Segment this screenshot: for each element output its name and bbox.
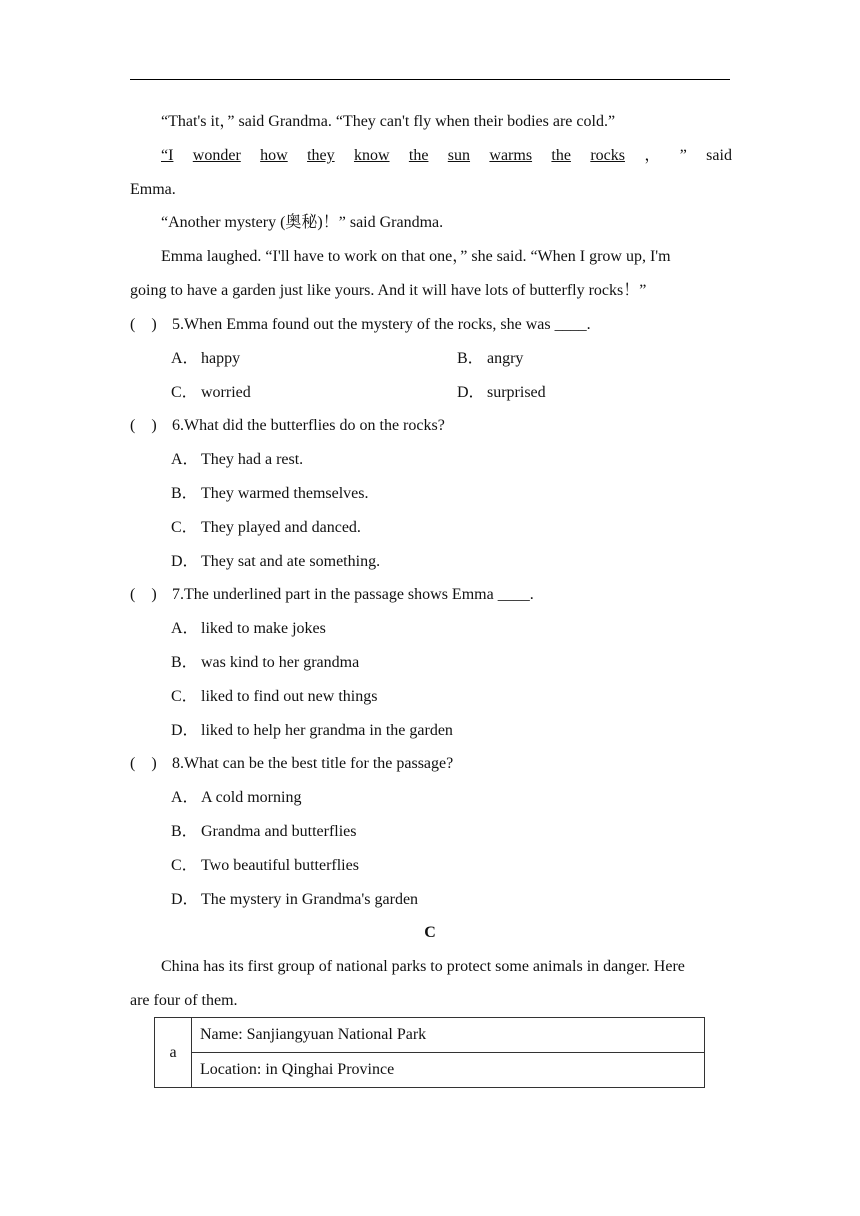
option-7d[interactable] (171, 721, 453, 741)
option-6d[interactable] (171, 552, 380, 572)
word-said: said (706, 147, 732, 164)
option-key: D． (457, 384, 485, 401)
option-key: A． (171, 789, 199, 806)
option-text: happy (201, 350, 241, 367)
underlined-word: know (353, 147, 390, 164)
punctuation-comma: ， (644, 147, 661, 164)
option-7c[interactable] (171, 687, 377, 707)
question-text: 7.The underlined part in the passage shows Emma ____. (172, 586, 534, 603)
option-text: They sat and ate something. (201, 553, 381, 570)
answer-paren[interactable]: ( ) (130, 586, 157, 603)
option-text: angry (487, 350, 524, 367)
answer-paren[interactable]: ( ) (130, 316, 157, 333)
question-5 (130, 315, 591, 335)
option-text: surprised (487, 384, 546, 401)
park-location: Location: in Qinghai Province (192, 1053, 705, 1088)
option-6c[interactable] (171, 518, 361, 538)
question-7 (130, 585, 534, 605)
passage-paragraph-4-line-2: going to have a garden just like yours. And it will have lots of butterfly rocks！” (130, 282, 647, 299)
row-letter: a (155, 1018, 192, 1088)
intro-text: China has its first group of national parks to protect some animals in danger. Here (161, 958, 685, 975)
question-6 (130, 416, 445, 436)
option-text: They had a rest. (201, 451, 304, 468)
option-key: B． (171, 485, 198, 502)
option-text: A cold morning (201, 789, 302, 806)
paragraph-text: Emma laughed. “I'll have to work on that one，” she said. “When I grow up, I'm (161, 248, 671, 265)
question-8 (130, 754, 453, 774)
header-rule (130, 79, 730, 80)
passage-paragraph-4-line-1 (161, 247, 732, 267)
section-c-intro-line-2: are four of them. (130, 992, 238, 1009)
option-8b[interactable] (171, 822, 357, 842)
option-text: Grandma and butterflies (201, 823, 357, 840)
option-text: liked to find out new things (201, 688, 378, 705)
option-7b[interactable] (171, 653, 359, 673)
underlined-word: rocks (590, 147, 625, 164)
section-c-intro-line-1 (161, 957, 732, 977)
underlined-word: the (408, 147, 429, 164)
passage-paragraph-3: “Another mystery (奥秘)！” said Grandma. (161, 214, 444, 231)
answer-paren[interactable]: ( ) (130, 417, 157, 434)
underlined-word: wonder (192, 147, 241, 164)
underlined-word: “I (161, 147, 174, 164)
passage-paragraph-1: “That's it，” said Grandma. “They can't fly when their bodies are cold.” (161, 113, 616, 130)
option-text: They warmed themselves. (201, 485, 369, 502)
option-key: A． (171, 451, 199, 468)
question-text: 6.What did the butterflies do on the rocks? (172, 417, 445, 434)
option-text: liked to help her grandma in the garden (201, 722, 453, 739)
option-5c[interactable] (171, 383, 251, 403)
park-name: Name: Sanjiangyuan National Park (192, 1018, 705, 1053)
option-key: D． (171, 553, 199, 570)
option-6a[interactable] (171, 450, 303, 470)
option-text: liked to make jokes (201, 620, 326, 637)
national-park-table (154, 1017, 705, 1088)
option-key: D． (171, 722, 199, 739)
option-key: C． (171, 519, 198, 536)
option-6b[interactable] (171, 484, 369, 504)
underlined-word: the (551, 147, 571, 164)
option-key: C． (171, 384, 198, 401)
table-row (155, 1018, 705, 1053)
punctuation-quote: ” (679, 147, 687, 164)
underlined-word: warms (489, 147, 533, 164)
answer-paren[interactable]: ( ) (130, 755, 157, 772)
option-key: A． (171, 620, 199, 637)
table-row (155, 1053, 705, 1088)
option-8a[interactable] (171, 788, 301, 808)
option-key: C． (171, 857, 198, 874)
option-text: was kind to her grandma (201, 654, 360, 671)
underlined-word: they (307, 147, 335, 164)
option-key: B． (457, 350, 484, 367)
question-text: 8.What can be the best title for the passage? (172, 755, 454, 772)
underlined-word: sun (447, 147, 471, 164)
option-key: B． (171, 654, 198, 671)
option-text: They played and danced. (201, 519, 361, 536)
option-5b[interactable] (457, 349, 523, 369)
option-key: A． (171, 350, 199, 367)
option-8c[interactable] (171, 856, 359, 876)
option-key: B． (171, 823, 198, 840)
passage-underlined-sentence (161, 146, 732, 166)
option-key: D． (171, 891, 199, 908)
option-8d[interactable] (171, 890, 418, 910)
option-5a[interactable] (171, 349, 240, 369)
passage-paragraph-2-end: Emma. (130, 181, 176, 198)
option-text: worried (201, 384, 251, 401)
option-text: The mystery in Grandma's garden (201, 891, 419, 908)
section-heading-c: C (424, 924, 436, 941)
underlined-word: how (260, 147, 288, 164)
option-key: C． (171, 688, 198, 705)
option-5d[interactable] (457, 383, 546, 403)
question-text: 5.When Emma found out the mystery of the rocks, she was ____. (172, 316, 591, 333)
option-7a[interactable] (171, 619, 326, 639)
option-text: Two beautiful butterflies (201, 857, 359, 874)
